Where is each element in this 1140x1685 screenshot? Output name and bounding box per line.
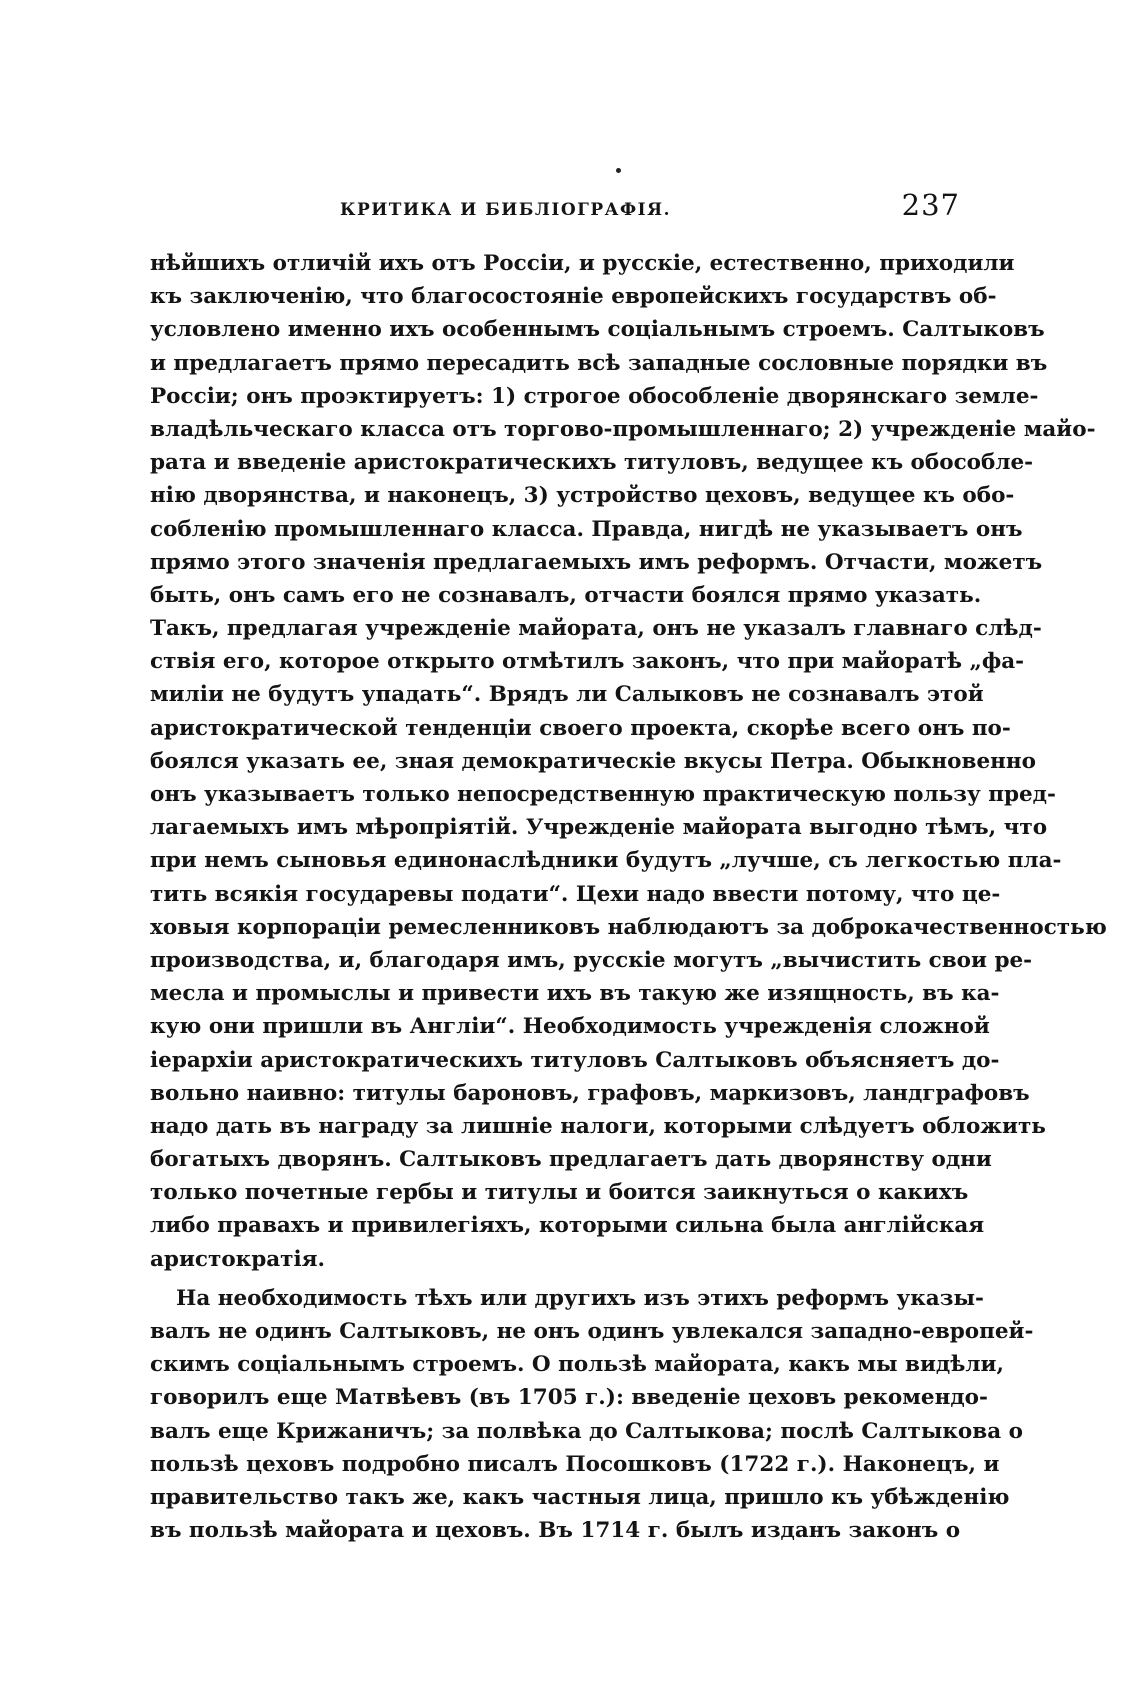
text-line: тить всякія государевы подати“. Цехи надо ввести потому, что це- (150, 881, 1001, 907)
text-line: быть, онъ самъ его не сознавалъ, отчасти боялся прямо указать. (150, 582, 982, 608)
paragraph-2 (150, 1282, 1034, 1548)
text-line: аристократія. (150, 1246, 326, 1272)
text-line: валъ не одинъ Салтыковъ, не онъ одинъ увлекался западно-европей- (150, 1319, 1034, 1344)
text-line: На необходимость тѣхъ или другихъ изъ этихъ реформъ указы- (176, 1285, 984, 1311)
text-line: месла и промыслы и привести ихъ въ такую же изящность, въ ка- (150, 981, 1000, 1007)
text-line: и предлагаетъ прямо пересадить всѣ западные сословные порядки въ (150, 350, 1048, 376)
text-line: Такъ, предлагая учрежденіе майората, онъ не указалъ главнаго слѣд- (150, 616, 1042, 642)
text-line: либо правахъ и привилегіяхъ, которыми сильна была англійская (150, 1213, 985, 1239)
text-line: боялся указать ее, зная демократическіе вкусы Петра. Обыкновенно (150, 748, 1036, 774)
text-line: владѣльческаго класса отъ торгово-промышленнаго; 2) учрежденіе майо- (150, 416, 1096, 442)
printer-mark (616, 168, 621, 173)
text-line: къ заключенію, что благосостояніе европейскихъ государствъ об- (150, 284, 997, 310)
text-line: рата и введеніе аристократическихъ титуловъ, ведущее къ обособле- (150, 450, 1034, 476)
text-line: при немъ сыновья единонаслѣдники будутъ „лучше, съ легкостью пла- (150, 848, 1062, 874)
text-line: кую они пришли въ Англіи“. Необходимость учрежденія сложной (150, 1014, 990, 1040)
text-line: прямо этого значенія предлагаемыхъ имъ реформъ. Отчасти, можетъ (150, 549, 1043, 575)
text-line: вольно наивно: титулы бароновъ, графовъ, маркизовъ, ландграфовъ (150, 1080, 1030, 1106)
text-line: говорилъ еще Матвѣевъ (въ 1705 г.): введеніе цеховъ рекомендо- (150, 1385, 988, 1411)
text-line: іерархіи аристократическихъ титуловъ Салтыковъ объясняетъ до- (150, 1047, 1000, 1073)
text-line: нѣйшихъ отличій ихъ отъ Россіи, и русскіе, естественно, приходили (150, 251, 1015, 276)
text-line: богатыхъ дворянъ. Салтыковъ предлагаетъ дать дворянству одни (150, 1147, 992, 1173)
text-line: производства, и, благодаря имъ, русскіе могутъ „вычистить свои ре- (150, 947, 1033, 973)
paragraph-1 (150, 247, 1107, 1276)
text-line: только почетные гербы и титулы и боится заикнуться о какихъ (150, 1180, 969, 1206)
text-line: ховыя корпораціи ремесленниковъ наблюдаютъ за доброкачественностью (150, 914, 1107, 940)
text-line: въ пользѣ майората и цеховъ. Въ 1714 г. былъ изданъ законъ о (150, 1518, 961, 1544)
text-line: нію дворянства, и наконецъ, 3) устройство цеховъ, ведущее къ обо- (150, 483, 1015, 509)
text-line: валъ еще Крижаничъ; за полвѣка до Салтыкова; послѣ Салтыкова о (150, 1418, 1023, 1444)
text-line: пользѣ цеховъ подробно писалъ Посошковъ (1722 г.). Наконецъ, и (150, 1451, 1000, 1477)
text-line: аристократической тенденціи своего проекта, скорѣе всего онъ по- (150, 715, 1011, 741)
text-line: лагаемыхъ имъ мѣропріятій. Учрежденіе майората выгодно тѣмъ, что (150, 815, 1048, 841)
text-line: онъ указываетъ только непосредственную практическую пользу пред- (150, 782, 1056, 807)
body-text (150, 247, 1107, 1547)
page-number: 237 (901, 188, 960, 222)
text-line: скимъ соціальнымъ строемъ. О пользѣ майората, какъ мы видѣли, (150, 1352, 1004, 1378)
text-line: надо дать въ награду за лишніе налоги, которыми слѣдуетъ обложить (150, 1113, 1046, 1139)
text-line: условлено именно ихъ особеннымъ соціальнымъ строемъ. Салтыковъ (150, 317, 1045, 343)
page-header (150, 188, 960, 228)
text-line: ствія его, которое открыто отмѣтилъ законъ, что при майоратѣ „фа- (150, 649, 1025, 675)
text-line: правительство такъ же, какъ частныя лица, пришло къ убѣжденію (150, 1484, 1010, 1510)
text-line: миліи не будутъ упадать“. Врядъ ли Салыковъ не сознавалъ этой (150, 682, 984, 708)
text-line: Россіи; онъ проэктируетъ: 1) строгое обособленіе дворянскаго земле- (150, 383, 1039, 409)
text-line: собленію промышленнаго класса. Правда, нигдѣ не указываетъ онъ (150, 516, 1023, 542)
running-title: КРИТИКА И БИБЛІОГРАФІЯ. (340, 200, 671, 220)
